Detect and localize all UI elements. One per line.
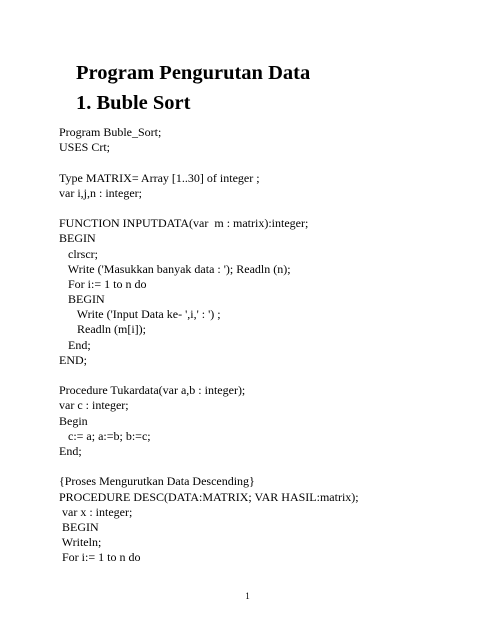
code-line bbox=[59, 155, 479, 170]
code-line: BEGIN bbox=[59, 519, 99, 534]
code-line: Procedure Tukardata(var a,b : integer); bbox=[59, 383, 246, 398]
code-line: Write ('Input Data ke- ',i,' : ') ; bbox=[59, 307, 221, 322]
code-line: For i:= 1 to n do bbox=[59, 276, 147, 291]
code-line: Type MATRIX= Array [1..30] of integer ; bbox=[59, 170, 260, 185]
code-line: End; bbox=[59, 337, 91, 352]
code-line: Begin bbox=[59, 413, 88, 428]
code-line: USES Crt; bbox=[59, 140, 111, 155]
code-line: var i,j,n : integer; bbox=[59, 185, 142, 200]
code-line: clrscr; bbox=[59, 246, 98, 261]
code-listing bbox=[59, 125, 479, 565]
code-line bbox=[59, 201, 479, 216]
code-line: c:= a; a:=b; b:=c; bbox=[59, 428, 151, 443]
code-line: var c : integer; bbox=[59, 398, 129, 413]
code-line: FUNCTION INPUTDATA(var m : matrix):integer; bbox=[59, 216, 309, 231]
code-line: var x : integer; bbox=[59, 504, 133, 519]
code-line: BEGIN bbox=[59, 231, 96, 246]
code-line bbox=[59, 459, 479, 474]
code-line: For i:= 1 to n do bbox=[59, 550, 141, 565]
code-line: END; bbox=[59, 352, 87, 367]
document-title: Program Pengurutan Data bbox=[76, 62, 311, 84]
code-line: Write ('Masukkan banyak data : '); Readln (n); bbox=[59, 261, 291, 276]
code-line: Writeln; bbox=[59, 535, 102, 550]
code-line: {Proses Mengurutkan Data Descending} bbox=[59, 474, 255, 489]
code-line: Readln (m[i]); bbox=[59, 322, 146, 337]
page-number: 1 bbox=[245, 591, 250, 601]
code-line bbox=[59, 368, 479, 383]
code-line: Program Buble_Sort; bbox=[59, 125, 162, 139]
code-line: BEGIN bbox=[59, 292, 105, 307]
code-line: End; bbox=[59, 443, 82, 458]
code-line: PROCEDURE DESC(DATA:MATRIX; VAR HASIL:matrix); bbox=[59, 489, 359, 504]
section-heading: 1. Buble Sort bbox=[76, 92, 191, 114]
